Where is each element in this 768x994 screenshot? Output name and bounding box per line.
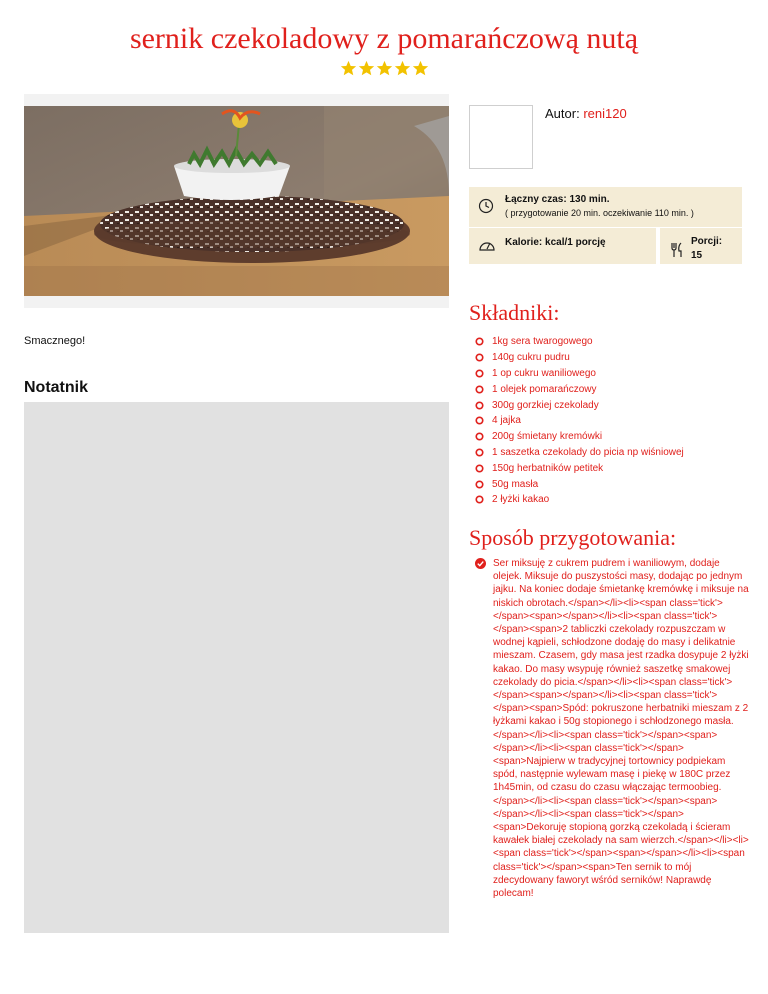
total-time-box: [469, 187, 742, 227]
author-avatar[interactable]: [469, 105, 533, 169]
ingredient-text: 50g masła: [492, 478, 539, 490]
bullet-icon: [475, 353, 484, 362]
bullet-icon: [475, 337, 484, 346]
ingredients-list: [475, 334, 684, 508]
ingredient-item: [475, 445, 684, 461]
bullet-icon: [475, 480, 484, 489]
bullet-icon: [475, 416, 484, 425]
total-time: Łączny czas: 130 min.: [505, 194, 610, 205]
bullet-icon: [475, 432, 484, 441]
gauge-icon: [478, 237, 496, 253]
author-label: Autor:: [545, 106, 580, 121]
ingredient-item: [475, 476, 684, 492]
recipe-title: sernik czekoladowy z pomarańczową nutą: [129, 22, 639, 55]
ingredient-text: 200g śmietany kremówki: [492, 431, 603, 443]
ingredient-item: [475, 350, 684, 366]
star-icon: [412, 60, 429, 77]
ingredient-item: [475, 381, 684, 397]
ingredient-text: 1 op cukru waniliowego: [492, 367, 596, 379]
star-icon: [358, 60, 375, 77]
preparation-text: Ser miksuję z cukrem pudrem i waniliowym, dodaje olejek. Miksuje do puszystości masy, dodając po jednym jajku. Na koniec dodaje śmietankę kremówkę i miksuje na niskich obrotach.</span></li><li><span class='tick'></span><span></span></li><li><span class='tick'></span><span>2 tabliczki czekolady rozpuszczam w wodnej kąpieli, schłodzone dodaję do masy i delikatnie mieszam. Czasem, gdy masa jest rzadka dosypuje 2 łyżki kakao. Do masy wsypuję również saszetkę smakowej czekolady do picia.</span></li><li><span class='tick'></span><span></span></li><li><span class='tick'></span><span>Spód: pokruszone herbatniki mieszam z 2 łyżkami kakao i 50g stopionego i schłodzonego masła.</span></li><li><span class='tick'></span><span></span></li><li><span class='tick'></span><span>Najpierw w tradycyjnej tortownicy podpiekam spód, następnie wylewam masę i piekę w 180C przez 1h45min, od czasu do czasu włączając termoobieg.</span></li><li><span class='tick'></span><span></span></li><li><span class='tick'></span><span>Dekoruję stopioną gorzką czekoladą i ścieram kawałek białej czekolady na sam wierzch.</span></li><li><span class='tick'></span><span></span></li><li><span class='tick'></span><span>Ten sernik to mój zdecydowany faworyt wśród serników! Naprawdę polecam!: [493, 558, 749, 900]
ingredient-item: [475, 460, 684, 476]
ingredient-text: 4 jajka: [492, 415, 521, 427]
calories: Kalorie: kcal/1 porcję: [505, 237, 606, 248]
author-line: [545, 106, 627, 121]
star-icon: [376, 60, 393, 77]
author-link[interactable]: reni120: [583, 106, 627, 121]
ingredient-text: 1 saszetka czekolady do picia np wiśniowej: [492, 446, 684, 458]
ingredient-text: 300g gorzkiej czekolady: [492, 399, 599, 411]
ingredient-text: 1kg sera twarogowego: [492, 336, 593, 348]
bullet-icon: [475, 464, 484, 473]
calories-box: [469, 228, 656, 264]
preparation-heading: Sposób przygotowania:: [469, 525, 677, 550]
servings-label: Porcji:: [691, 236, 723, 247]
closing-note: Smacznego!: [24, 335, 86, 347]
rating-stars: [0, 60, 768, 77]
notes-area[interactable]: [24, 402, 449, 933]
ingredient-text: 150g herbatników petitek: [492, 462, 604, 474]
ingredient-item: [475, 397, 684, 413]
ingredient-item: [475, 413, 684, 429]
cutlery-icon: [670, 242, 684, 258]
servings: [691, 235, 722, 263]
star-icon: [394, 60, 411, 77]
servings-box: [660, 228, 742, 264]
time-breakdown: ( przygotowanie 20 min. oczekiwanie 110 min. ): [505, 208, 694, 218]
notes-heading: Notatnik: [24, 379, 88, 396]
bullet-icon: [475, 401, 484, 410]
ingredient-item: [475, 334, 684, 350]
ingredient-text: 2 łyżki kakao: [492, 494, 550, 506]
bullet-icon: [475, 495, 484, 504]
ingredient-text: 140g cukru pudru: [492, 352, 570, 364]
ingredient-item: [475, 429, 684, 445]
ingredient-text: 1 olejek pomarańczowy: [492, 383, 597, 395]
ingredients-heading: Składniki:: [469, 300, 560, 325]
ingredient-item: [475, 366, 684, 382]
bullet-icon: [475, 385, 484, 394]
ingredient-item: [475, 492, 684, 508]
preparation-step: [475, 557, 750, 900]
star-icon: [340, 60, 357, 77]
bullet-icon: [475, 448, 484, 457]
servings-value: 15: [691, 250, 703, 261]
checkmark-icon: [475, 558, 486, 569]
recipe-photo[interactable]: [24, 106, 449, 296]
clock-icon: [478, 198, 494, 214]
bullet-icon: [475, 369, 484, 378]
recipe-photo-panel: [24, 94, 449, 308]
